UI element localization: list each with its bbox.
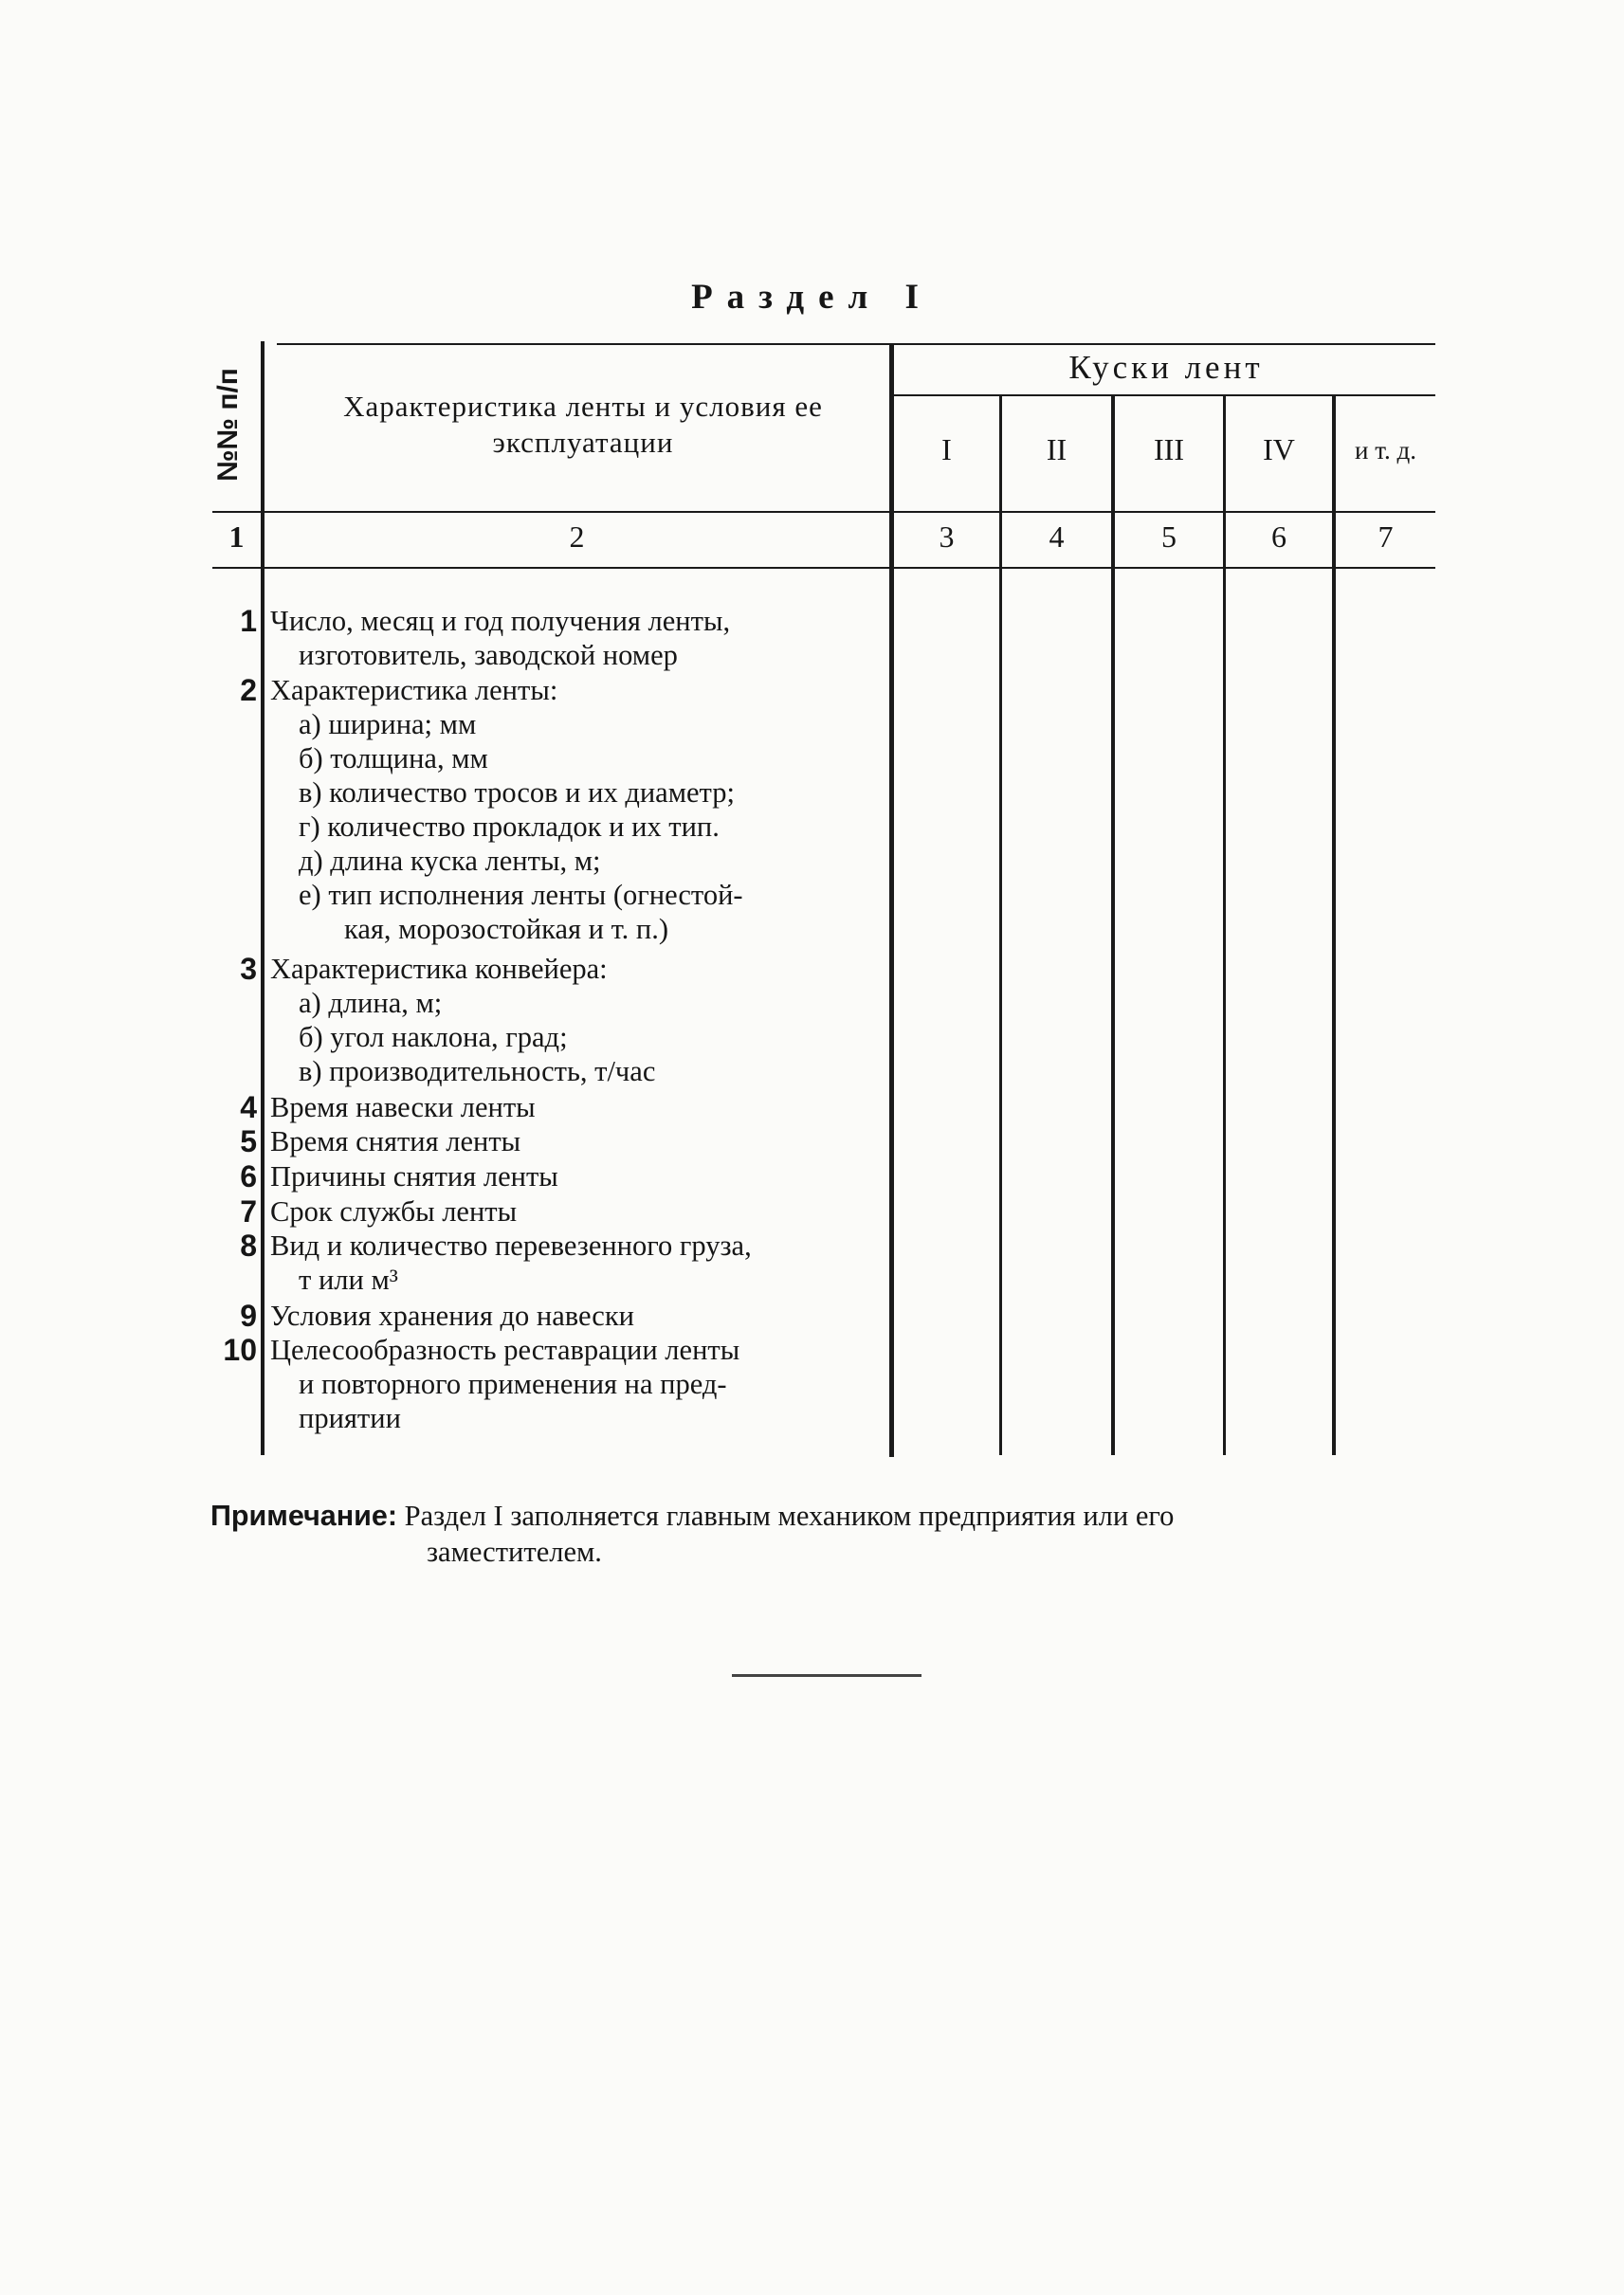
row-line: Целесообразность реставрации ленты bbox=[270, 1334, 740, 1366]
row-line: Число, месяц и год получения ленты, bbox=[270, 605, 731, 637]
row-line: Условия хранения до навески bbox=[270, 1300, 634, 1332]
table-row bbox=[270, 1124, 896, 1158]
section-title: Раздел I bbox=[691, 278, 933, 317]
header-piece-iv: IV bbox=[1263, 432, 1295, 466]
row-number: 5 bbox=[240, 1124, 257, 1158]
table-row bbox=[270, 1229, 896, 1297]
piece-iii-rule bbox=[1223, 396, 1226, 1455]
row-line: т или м³ bbox=[299, 1264, 398, 1296]
table-row bbox=[270, 673, 896, 946]
row-number: 10 bbox=[223, 1333, 257, 1367]
row-number: 3 bbox=[240, 952, 257, 986]
footnote-label: Примечание: bbox=[210, 1500, 398, 1532]
row-line: б) угол наклона, град; bbox=[299, 1021, 568, 1053]
table-top-rule bbox=[277, 343, 1435, 345]
table-row bbox=[270, 604, 896, 672]
header-characteristics: Характеристика ленты и условия ее эксплуатации bbox=[343, 390, 823, 459]
row-line: Вид и количество перевезенного груза, bbox=[270, 1229, 752, 1262]
row-line: Характеристика конвейера: bbox=[270, 953, 608, 985]
num-column-rule bbox=[261, 341, 265, 1455]
row-number: 7 bbox=[240, 1194, 257, 1229]
table-row bbox=[270, 952, 896, 1088]
footnote-text: Раздел I заполняется главным механиком предприятия или его bbox=[404, 1500, 1175, 1532]
header-num-cell bbox=[203, 341, 254, 507]
column-number-2: 2 bbox=[569, 519, 585, 554]
row-number: 8 bbox=[240, 1229, 257, 1263]
row-number: 4 bbox=[240, 1090, 257, 1124]
row-line: е) тип исполнения ленты (огнестой- bbox=[299, 879, 743, 911]
row-line: приятии bbox=[299, 1402, 401, 1434]
pieces-subheader-rule bbox=[893, 394, 1435, 396]
row-line: в) производительность, т/час bbox=[299, 1055, 656, 1087]
header-piece-ii: II bbox=[1046, 432, 1067, 466]
row-line: и повторного применения на пред- bbox=[299, 1368, 727, 1400]
footnote bbox=[210, 1498, 1443, 1570]
header-bottom-rule bbox=[212, 511, 1435, 513]
row-line: Срок службы ленты bbox=[270, 1195, 518, 1228]
column-number-7: 7 bbox=[1378, 519, 1394, 554]
row-line: а) ширина; мм bbox=[299, 708, 477, 740]
row-line: Время навески ленты bbox=[270, 1091, 536, 1123]
column-number-3: 3 bbox=[939, 519, 955, 554]
column-number-1: 1 bbox=[228, 519, 245, 554]
row-line: кая, морозостойкая и т. п.) bbox=[344, 913, 669, 945]
row-number: 9 bbox=[240, 1299, 257, 1333]
piece-i-rule bbox=[999, 396, 1002, 1455]
row-number: 1 bbox=[240, 604, 257, 638]
row-number: 2 bbox=[240, 673, 257, 707]
column-number-4: 4 bbox=[1049, 519, 1065, 554]
piece-ii-rule bbox=[1111, 396, 1115, 1455]
row-number: 6 bbox=[240, 1159, 257, 1193]
row-line: д) длина куска ленты, м; bbox=[299, 845, 601, 877]
row-line: Время снятия ленты bbox=[270, 1125, 521, 1157]
table-row bbox=[270, 1194, 896, 1229]
table-row bbox=[270, 1159, 896, 1193]
row-line: Характеристика ленты: bbox=[270, 674, 558, 706]
header-piece-i: I bbox=[941, 432, 952, 466]
table-row bbox=[270, 1333, 896, 1435]
footnote-text-continued: заместителем. bbox=[427, 1536, 602, 1568]
header-num-label: №№ п/п bbox=[212, 367, 245, 482]
column-number-6: 6 bbox=[1271, 519, 1286, 554]
column-numbers-rule bbox=[212, 567, 1435, 569]
piece-iv-rule bbox=[1332, 396, 1336, 1455]
table-row bbox=[270, 1299, 896, 1333]
row-line: изготовитель, заводской номер bbox=[299, 639, 678, 671]
table-row bbox=[270, 1090, 896, 1124]
row-line: Причины снятия ленты bbox=[270, 1160, 558, 1193]
column-number-5: 5 bbox=[1161, 519, 1177, 554]
header-piece-etc: и т. д. bbox=[1355, 436, 1416, 464]
header-pieces: Куски лент bbox=[1068, 349, 1264, 386]
end-divider bbox=[732, 1674, 921, 1677]
header-piece-iii: III bbox=[1154, 432, 1184, 466]
row-line: б) толщина, мм bbox=[299, 742, 488, 774]
row-line: г) количество прокладок и их тип. bbox=[299, 811, 720, 843]
row-line: в) количество тросов и их диаметр; bbox=[299, 776, 735, 809]
row-line: а) длина, м; bbox=[299, 987, 443, 1019]
